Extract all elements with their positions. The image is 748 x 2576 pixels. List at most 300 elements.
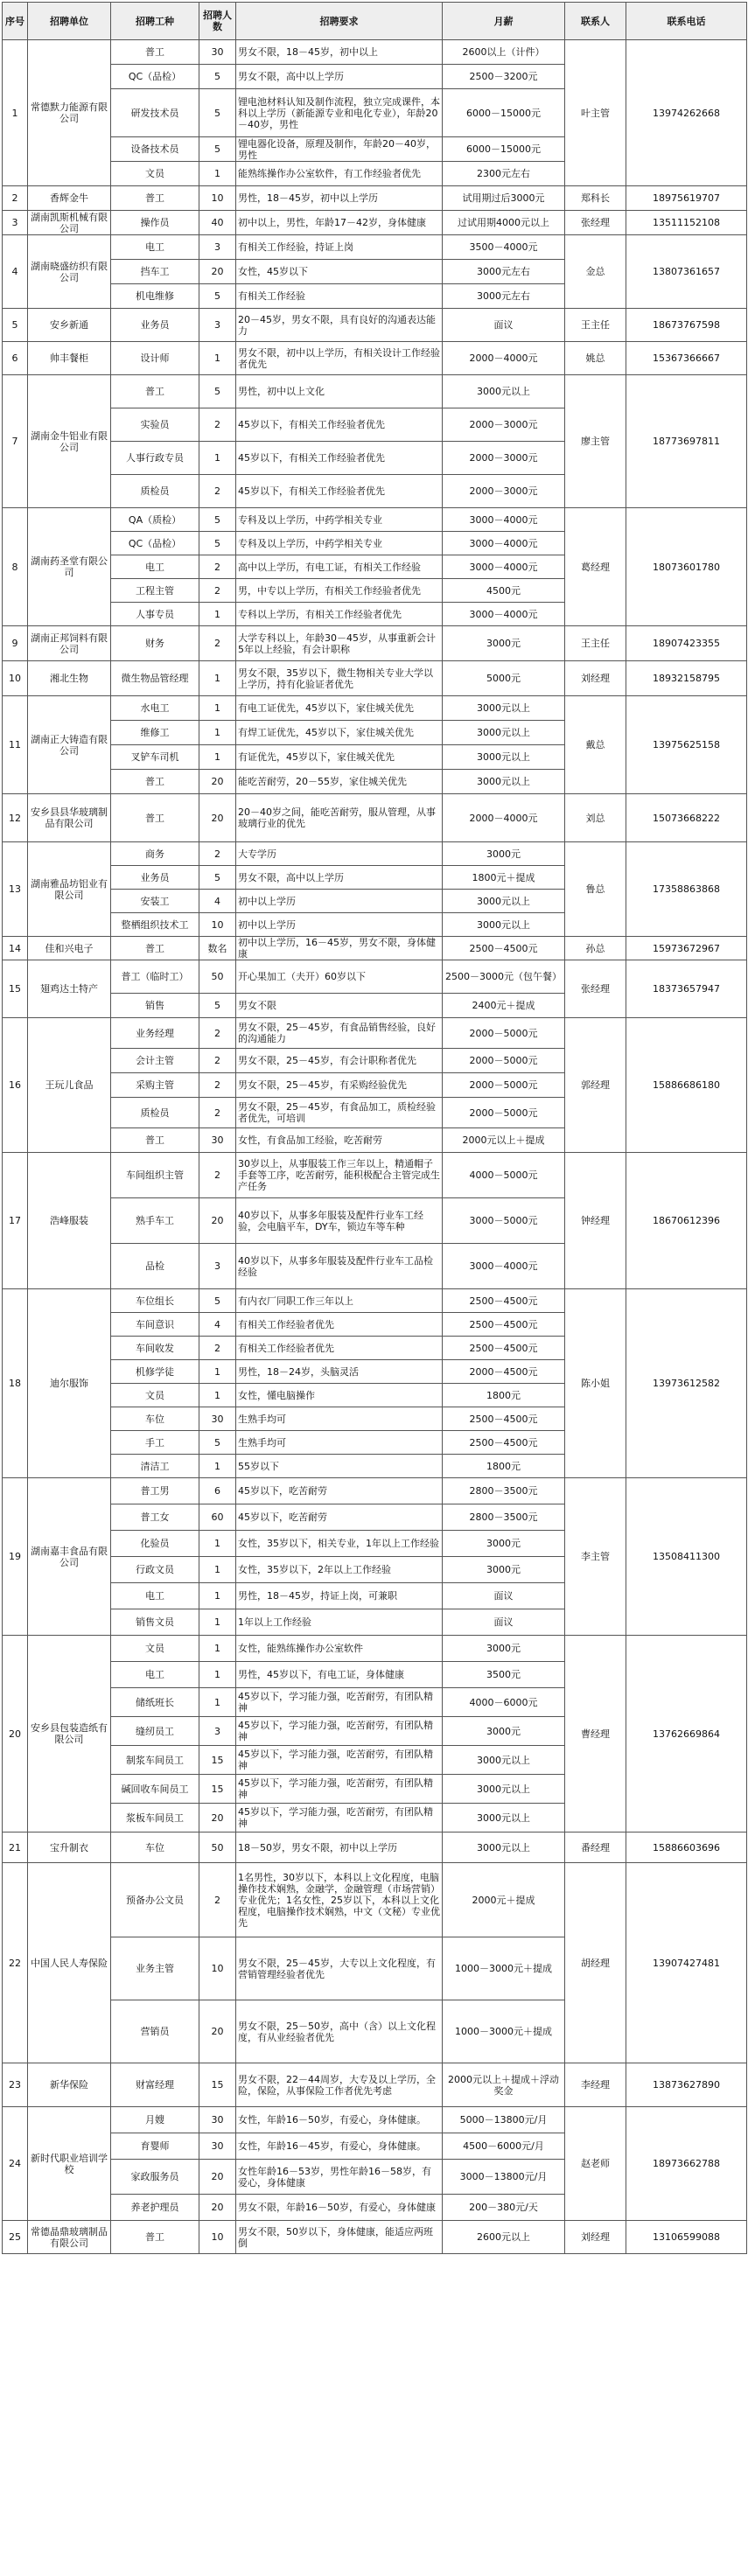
row-number: 18	[3, 1289, 28, 1478]
company-name: 湖南正大铸造有限公司	[28, 696, 111, 794]
job-salary: 6000－15000元	[443, 137, 565, 162]
job-salary: 2000－5000元	[443, 1018, 565, 1049]
job-requirements: 锂电器化设备，原理及制作，年龄20－40岁，男性	[236, 137, 443, 162]
company-name: 翅鸡达土特产	[28, 960, 111, 1018]
job-count: 2	[199, 1153, 236, 1198]
job-count: 2	[199, 1863, 236, 1937]
row-number: 11	[3, 696, 28, 794]
job-requirements: 有相关工作经验者优先	[236, 1313, 443, 1337]
job-title: 普工	[111, 186, 199, 211]
job-title: 营销员	[111, 2000, 199, 2063]
job-salary: 3500－4000元	[443, 235, 565, 260]
job-title: 电工	[111, 555, 199, 579]
job-title: 质检员	[111, 475, 199, 508]
job-count: 40	[199, 211, 236, 235]
job-title: 车位组长	[111, 1289, 199, 1313]
job-salary: 1800元	[443, 1384, 565, 1407]
job-title: 销售文员	[111, 1609, 199, 1636]
job-title: 普工男	[111, 1478, 199, 1504]
job-count: 2	[199, 555, 236, 579]
job-requirements: 开心果加工（夫开）60岁以下	[236, 960, 443, 994]
contact-person: 戴总	[565, 696, 626, 794]
company-name: 安乡县县华玻璃制品有限公司	[28, 794, 111, 842]
contact-phone: 18373657947	[626, 960, 747, 1018]
job-count: 2	[199, 475, 236, 508]
job-requirements: 有证优先，45岁以下，家住城关优先	[236, 745, 443, 770]
contact-phone: 18932158795	[626, 661, 747, 696]
job-salary: 2000－4000元	[443, 342, 565, 375]
row-number: 13	[3, 842, 28, 937]
job-requirements: 30岁以上，从事服装工作三年以上，精通帽子手套等工序，吃苦耐劳，能积极配合主管完成生产任务	[236, 1153, 443, 1198]
job-salary: 面议	[443, 1583, 565, 1609]
job-count: 1	[199, 603, 236, 626]
job-salary: 3000元以上	[443, 745, 565, 770]
job-count: 2	[199, 408, 236, 442]
contact-phone: 13974262668	[626, 40, 747, 186]
job-title: 制浆车间员工	[111, 1746, 199, 1775]
job-title: 月嫂	[111, 2107, 199, 2133]
contact-phone: 15073668222	[626, 794, 747, 842]
row-number: 19	[3, 1478, 28, 1636]
row-number: 6	[3, 342, 28, 375]
job-requirements: 生熟手均可	[236, 1431, 443, 1455]
job-title: 养老护理员	[111, 2195, 199, 2221]
job-count: 20	[199, 770, 236, 794]
job-salary: 2000－3000元	[443, 408, 565, 442]
job-salary: 2000－5000元	[443, 1073, 565, 1098]
job-requirements: 40岁以下，从事多年服装及配件行业车工经验，会电脑平车，DY车，锁边车等车种	[236, 1198, 443, 1244]
job-requirements: 女性，年龄16－50岁，有爱心，身体健康。	[236, 2107, 443, 2133]
job-count: 10	[199, 1937, 236, 2000]
contact-person: 廖主管	[565, 375, 626, 508]
job-count: 2	[199, 1098, 236, 1128]
contact-person: 姚总	[565, 342, 626, 375]
job-salary: 3000元	[443, 842, 565, 866]
job-requirements: 大专学历	[236, 842, 443, 866]
job-requirements: 40岁以下，从事多年服装及配件行业车工品检经验	[236, 1244, 443, 1289]
row-number: 4	[3, 235, 28, 309]
job-title: 机电维修	[111, 284, 199, 309]
job-requirements: 45岁以下，有相关工作经验者优先	[236, 442, 443, 475]
job-title: 家政服务员	[111, 2160, 199, 2195]
job-title: 普工	[111, 40, 199, 65]
job-requirements: 45岁以下，学习能力强，吃苦耐劳，有团队精神	[236, 1717, 443, 1746]
contact-phone: 13508411300	[626, 1478, 747, 1636]
job-count: 10	[199, 2221, 236, 2254]
row-number: 8	[3, 508, 28, 626]
contact-person: 张经理	[565, 960, 626, 1018]
job-count: 5	[199, 532, 236, 555]
job-count: 5	[199, 284, 236, 309]
job-title: 安装工	[111, 890, 199, 913]
row-number: 2	[3, 186, 28, 211]
job-requirements: 专科以上学历，有相关工作经验者优先	[236, 603, 443, 626]
job-salary: 3000－4000元	[443, 603, 565, 626]
contact-person: 郑科长	[565, 186, 626, 211]
contact-phone: 15367366667	[626, 342, 747, 375]
job-title: 业务员	[111, 309, 199, 342]
table-row	[3, 235, 747, 260]
job-requirements: 有焊工证优先，45岁以下，家住城关优先	[236, 721, 443, 745]
job-count: 15	[199, 1746, 236, 1775]
job-title: 化验员	[111, 1531, 199, 1557]
contact-person: 刘经理	[565, 661, 626, 696]
job-requirements: 男女不限	[236, 994, 443, 1018]
job-requirements: 45岁以下，吃苦耐劳	[236, 1478, 443, 1504]
company-name: 安乡新通	[28, 309, 111, 342]
row-number: 20	[3, 1636, 28, 1833]
job-title: 文员	[111, 1384, 199, 1407]
job-salary: 2600以上（计件）	[443, 40, 565, 65]
job-requirements: 45岁以下，有相关工作经验者优先	[236, 475, 443, 508]
company-name: 湖南凯斯机械有限公司	[28, 211, 111, 235]
job-salary: 面议	[443, 309, 565, 342]
job-requirements: 女性，35岁以下，相关专业，1年以上工作经验	[236, 1531, 443, 1557]
job-salary: 2600元以上	[443, 2221, 565, 2254]
job-title: QC（品检）	[111, 532, 199, 555]
job-count: 1	[199, 745, 236, 770]
job-count: 20	[199, 2000, 236, 2063]
contact-person: 钟经理	[565, 1153, 626, 1289]
job-title: 普工	[111, 375, 199, 408]
contact-person: 赵老师	[565, 2107, 626, 2221]
job-requirements: 初中以上学历，16－45岁，男女不限，身体健康	[236, 937, 443, 960]
job-requirements: 男女不限，25－45岁，有采购经验优先	[236, 1073, 443, 1098]
job-salary: 2500－4500元	[443, 937, 565, 960]
job-title: QA（质检）	[111, 508, 199, 532]
header-requirements: 招聘要求	[236, 3, 443, 40]
contact-phone: 18907423355	[626, 626, 747, 661]
table-row	[3, 794, 747, 842]
job-title: 微生物品管经理	[111, 661, 199, 696]
job-salary: 2800－3500元	[443, 1504, 565, 1531]
job-count: 3	[199, 235, 236, 260]
job-salary: 3000元以上	[443, 1775, 565, 1804]
table-row	[3, 1636, 747, 1662]
table-row	[3, 186, 747, 211]
job-salary: 3000元以上	[443, 1804, 565, 1833]
table-row	[3, 1833, 747, 1863]
job-title: 商务	[111, 842, 199, 866]
job-count: 4	[199, 890, 236, 913]
job-salary: 试用期过后3000元	[443, 186, 565, 211]
contact-phone: 18973662788	[626, 2107, 747, 2221]
contact-phone: 13106599088	[626, 2221, 747, 2254]
table-row	[3, 2221, 747, 2254]
job-requirements: 女性，能熟练操作办公室软件	[236, 1636, 443, 1662]
contact-phone: 13762669864	[626, 1636, 747, 1833]
contact-person: 曹经理	[565, 1636, 626, 1833]
job-title: 行政文员	[111, 1557, 199, 1583]
job-requirements: 男性，18－45岁，初中以上学历	[236, 186, 443, 211]
company-name: 湖南嘉丰食品有限公司	[28, 1478, 111, 1636]
job-requirements: 男女不限，25－50岁，高中（含）以上文化程度，有从业经验者优先	[236, 2000, 443, 2063]
job-count: 1	[199, 1609, 236, 1636]
table-row	[3, 1478, 747, 1504]
table-row	[3, 309, 747, 342]
row-number: 3	[3, 211, 28, 235]
contact-person: 葛经理	[565, 508, 626, 626]
job-count: 15	[199, 1775, 236, 1804]
job-title: 实验员	[111, 408, 199, 442]
job-title: 人事行政专员	[111, 442, 199, 475]
job-requirements: 男女不限，22－44周岁，大专及以上学历，全险，保险，从事保险工作者优先考虑	[236, 2063, 443, 2107]
job-salary: 4000－6000元	[443, 1688, 565, 1717]
job-count: 30	[199, 1407, 236, 1431]
job-count: 10	[199, 186, 236, 211]
row-number: 1	[3, 40, 28, 186]
job-count: 6	[199, 1478, 236, 1504]
contact-person: 金总	[565, 235, 626, 309]
contact-phone: 18773697811	[626, 375, 747, 508]
job-salary: 2300元左右	[443, 162, 565, 186]
table-body	[3, 40, 747, 2254]
contact-phone: 17358863868	[626, 842, 747, 937]
job-salary: 过试用期4000元以上	[443, 211, 565, 235]
header-company: 招聘单位	[28, 3, 111, 40]
contact-phone: 18073601780	[626, 508, 747, 626]
company-name: 佳和兴电子	[28, 937, 111, 960]
row-number: 24	[3, 2107, 28, 2221]
job-title: 车位	[111, 1407, 199, 1431]
company-name: 常德晶鼎玻璃制品有限公司	[28, 2221, 111, 2254]
job-title: 文员	[111, 1636, 199, 1662]
company-name: 浩峰服装	[28, 1153, 111, 1289]
job-count: 5	[199, 89, 236, 137]
job-count: 5	[199, 65, 236, 89]
job-requirements: 45岁以下，有相关工作经验者优先	[236, 408, 443, 442]
company-name: 宝升制衣	[28, 1833, 111, 1863]
job-salary: 3000－5000元	[443, 1198, 565, 1244]
row-number: 5	[3, 309, 28, 342]
job-requirements: 能熟练操作办公室软件，有工作经验者优先	[236, 162, 443, 186]
table-row	[3, 1863, 747, 1937]
company-name: 新华保险	[28, 2063, 111, 2107]
job-requirements: 大学专科以上，年龄30－45岁，从事重新会计5年以上经验，有会计职称	[236, 626, 443, 661]
job-salary: 面议	[443, 1609, 565, 1636]
company-name: 迪尔服饰	[28, 1289, 111, 1478]
job-salary: 2500－4500元	[443, 1407, 565, 1431]
job-salary: 2000－4500元	[443, 1360, 565, 1384]
header-job: 招聘工种	[111, 3, 199, 40]
job-requirements: 男，中专以上学历，有相关工作经验者优先	[236, 579, 443, 603]
job-count: 30	[199, 2133, 236, 2160]
job-requirements: 男女不限，50岁以下，身体健康，能适应两班倒	[236, 2221, 443, 2254]
table-row	[3, 342, 747, 375]
job-count: 2	[199, 1049, 236, 1073]
job-count: 1	[199, 696, 236, 721]
header-contact: 联系人	[565, 3, 626, 40]
job-salary: 1000－3000元＋提成	[443, 2000, 565, 2063]
job-requirements: 45岁以下，吃苦耐劳	[236, 1504, 443, 1531]
job-count: 数名	[199, 937, 236, 960]
contact-phone: 13973612582	[626, 1289, 747, 1478]
company-name: 湖南药圣堂有限公司	[28, 508, 111, 626]
job-salary: 3000－4000元	[443, 532, 565, 555]
job-requirements: 有相关工作经验，持证上岗	[236, 235, 443, 260]
job-title: 质检员	[111, 1098, 199, 1128]
table-row	[3, 1289, 747, 1313]
job-title: 水电工	[111, 696, 199, 721]
job-requirements: 45岁以下，学习能力强，吃苦耐劳，有团队精神	[236, 1688, 443, 1717]
job-count: 3	[199, 1244, 236, 1289]
job-salary: 3000元以上	[443, 1833, 565, 1863]
job-requirements: 专科及以上学历，中药学相关专业	[236, 508, 443, 532]
table-row	[3, 40, 747, 65]
job-salary: 3000－4000元	[443, 555, 565, 579]
job-count: 1	[199, 721, 236, 745]
row-number: 16	[3, 1018, 28, 1153]
row-number: 25	[3, 2221, 28, 2254]
job-count: 20	[199, 794, 236, 842]
company-name: 帅丰餐柜	[28, 342, 111, 375]
contact-person: 李经理	[565, 2063, 626, 2107]
recruitment-table	[2, 2, 747, 2254]
contact-person: 刘经理	[565, 2221, 626, 2254]
job-count: 2	[199, 1337, 236, 1360]
row-number: 21	[3, 1833, 28, 1863]
job-title: 手工	[111, 1431, 199, 1455]
job-title: 工程主管	[111, 579, 199, 603]
job-title: 机修学徒	[111, 1360, 199, 1384]
job-title: 电工	[111, 1583, 199, 1609]
job-title: 电工	[111, 235, 199, 260]
job-requirements: 初中以上学历	[236, 913, 443, 937]
job-salary: 2000－5000元	[443, 1098, 565, 1128]
job-count: 20	[199, 1804, 236, 1833]
table-row	[3, 1153, 747, 1198]
job-title: 浆板车间员工	[111, 1804, 199, 1833]
job-salary: 3000元以上	[443, 1746, 565, 1775]
job-title: 操作员	[111, 211, 199, 235]
job-count: 1	[199, 342, 236, 375]
job-count: 1	[199, 1360, 236, 1384]
contact-person: 李主管	[565, 1478, 626, 1636]
job-count: 30	[199, 40, 236, 65]
job-salary: 2500－4500元	[443, 1337, 565, 1360]
contact-person: 郭经理	[565, 1018, 626, 1153]
job-requirements: 男女不限，25－45岁，有食品加工，质检经验者优先，可培训	[236, 1098, 443, 1128]
contact-phone: 18673767598	[626, 309, 747, 342]
job-requirements: 女性年龄16－53岁，男性年龄16－58岁，有爱心，身体健康	[236, 2160, 443, 2195]
job-title: 车间组织主管	[111, 1153, 199, 1198]
contact-person: 番经理	[565, 1833, 626, 1863]
job-salary: 2500－3000元（包午餐）	[443, 960, 565, 994]
job-count: 20	[199, 2160, 236, 2195]
job-title: 叉铲车司机	[111, 745, 199, 770]
company-name: 湖南金牛铝业有限公司	[28, 375, 111, 508]
job-count: 1	[199, 162, 236, 186]
job-title: 车间收发	[111, 1337, 199, 1360]
job-requirements: 男女不限，年龄16－50岁，有爱心，身体健康	[236, 2195, 443, 2221]
job-salary: 3500元	[443, 1662, 565, 1688]
job-salary: 3000元	[443, 1636, 565, 1662]
job-count: 30	[199, 1128, 236, 1153]
job-title: 业务主管	[111, 1937, 199, 2000]
job-title: 销售	[111, 994, 199, 1018]
job-salary: 1000－3000元＋提成	[443, 1937, 565, 2000]
job-salary: 2500－4500元	[443, 1289, 565, 1313]
table-row	[3, 661, 747, 696]
contact-person: 孙总	[565, 937, 626, 960]
job-count: 5	[199, 375, 236, 408]
table-row	[3, 508, 747, 532]
company-name: 安乡县包装造纸有限公司	[28, 1636, 111, 1833]
job-title: 普工（临时工）	[111, 960, 199, 994]
job-salary: 1800元	[443, 1455, 565, 1478]
table-row	[3, 211, 747, 235]
job-count: 1	[199, 1557, 236, 1583]
job-requirements: 男女不限，18－45岁，初中以上	[236, 40, 443, 65]
job-salary: 5000元	[443, 661, 565, 696]
job-title: 普工女	[111, 1504, 199, 1531]
job-salary: 3000－4000元	[443, 508, 565, 532]
job-count: 20	[199, 260, 236, 284]
job-title: 会计主管	[111, 1049, 199, 1073]
job-requirements: 男女不限，高中以上学历	[236, 866, 443, 890]
job-salary: 200－380元/天	[443, 2195, 565, 2221]
job-count: 3	[199, 309, 236, 342]
job-title: 维修工	[111, 721, 199, 745]
job-title: 预备办公文员	[111, 1863, 199, 1937]
job-count: 5	[199, 508, 236, 532]
job-count: 2	[199, 842, 236, 866]
job-salary: 2500－4500元	[443, 1431, 565, 1455]
contact-person: 张经理	[565, 211, 626, 235]
job-salary: 3000元以上	[443, 770, 565, 794]
row-number: 12	[3, 794, 28, 842]
job-requirements: 有相关工作经验	[236, 284, 443, 309]
job-count: 1	[199, 1531, 236, 1557]
job-requirements: 20－45岁，男女不限，具有良好的沟通表达能力	[236, 309, 443, 342]
row-number: 23	[3, 2063, 28, 2107]
job-salary: 4500元	[443, 579, 565, 603]
job-requirements: 男性，18－45岁，持证上岗，可兼职	[236, 1583, 443, 1609]
job-title: 车位	[111, 1833, 199, 1863]
job-title: 育婴师	[111, 2133, 199, 2160]
table-row	[3, 2063, 747, 2107]
job-title: 普工	[111, 770, 199, 794]
job-title: 熟手车工	[111, 1198, 199, 1244]
job-title: 文员	[111, 162, 199, 186]
job-title: QC（品检）	[111, 65, 199, 89]
job-requirements: 18－50岁，男女不限，初中以上学历	[236, 1833, 443, 1863]
job-salary: 2000元以上＋提成	[443, 1128, 565, 1153]
job-title: 财务	[111, 626, 199, 661]
job-salary: 2000－3000元	[443, 475, 565, 508]
job-salary: 5000－13800元/月	[443, 2107, 565, 2133]
table-row	[3, 2107, 747, 2133]
job-requirements: 45岁以下，学习能力强，吃苦耐劳，有团队精神	[236, 1775, 443, 1804]
job-requirements: 男性，45岁以下，有电工证，身体健康	[236, 1662, 443, 1688]
job-count: 1	[199, 1384, 236, 1407]
job-count: 2	[199, 579, 236, 603]
job-salary: 3000元	[443, 1531, 565, 1557]
job-count: 30	[199, 2107, 236, 2133]
contact-person: 胡经理	[565, 1863, 626, 2063]
job-title: 电工	[111, 1662, 199, 1688]
job-requirements: 女性，35岁以下，2年以上工作经验	[236, 1557, 443, 1583]
job-salary: 3000元以上	[443, 913, 565, 937]
job-count: 10	[199, 913, 236, 937]
job-count: 2	[199, 1073, 236, 1098]
job-title: 整栖组织技术工	[111, 913, 199, 937]
job-salary: 3000元左右	[443, 260, 565, 284]
job-salary: 2800－3500元	[443, 1478, 565, 1504]
table-row	[3, 375, 747, 408]
job-requirements: 有内衣厂同职工作三年以上	[236, 1289, 443, 1313]
header-phone: 联系电话	[626, 3, 747, 40]
